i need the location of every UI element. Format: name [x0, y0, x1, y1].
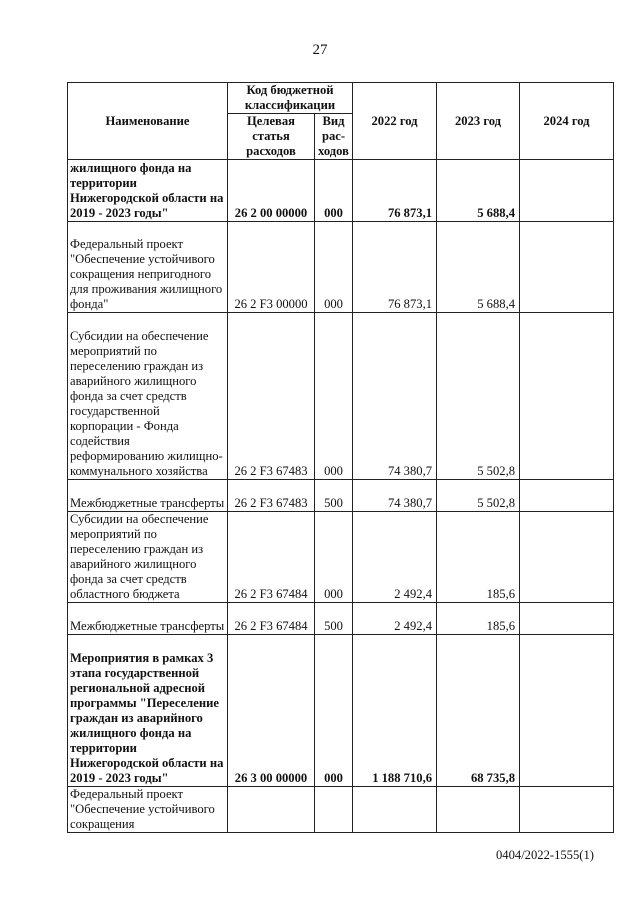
table-row	[68, 512, 614, 603]
row-2023: 5 502,8	[437, 480, 520, 512]
row-2024	[520, 635, 614, 787]
table-row	[68, 160, 614, 222]
header-2024: 2024 год	[520, 83, 614, 160]
header-2023: 2023 год	[437, 83, 520, 160]
row-name: жилищного фонда на территории Нижегородской области на 2019 - 2023 годы"	[68, 160, 228, 222]
header-2022: 2022 год	[353, 83, 437, 160]
row-name: Межбюджетные трансферты	[68, 480, 228, 512]
row-2022: 1 188 710,6	[353, 635, 437, 787]
row-2024	[520, 222, 614, 313]
row-2023: 5 688,4	[437, 160, 520, 222]
row-2024	[520, 787, 614, 833]
header-name: Наименование	[68, 83, 228, 160]
row-code: 26 3 00 00000	[228, 635, 315, 787]
row-2024	[520, 512, 614, 603]
row-2024	[520, 313, 614, 480]
row-code: 26 2 F3 00000	[228, 222, 315, 313]
table-row	[68, 313, 614, 480]
row-vid: 500	[315, 480, 353, 512]
row-2022: 2 492,4	[353, 603, 437, 635]
header-expense-type: Вид рас-ходов	[315, 114, 353, 160]
row-2022	[353, 787, 437, 833]
row-code: 26 2 F3 67483	[228, 480, 315, 512]
row-vid: 000	[315, 512, 353, 603]
row-2022: 76 873,1	[353, 160, 437, 222]
table-row	[68, 635, 614, 787]
row-vid: 000	[315, 313, 353, 480]
row-2023: 185,6	[437, 512, 520, 603]
row-2022: 74 380,7	[353, 313, 437, 480]
row-code: 26 2 F3 67484	[228, 603, 315, 635]
row-2024	[520, 160, 614, 222]
row-name: Субсидии на обеспечение мероприятий по переселению граждан из аварийного жилищного фонда за счет средств государственной корпорации - Фонда содействия реформированию жилищно-коммунального хозяйства	[68, 313, 228, 480]
row-name: Мероприятия в рамках 3 этапа государственной региональной адресной программы "Переселение граждан из аварийного жилищного фонда на территории Нижегородской области на 2019 - 2023 годы"	[68, 635, 228, 787]
row-name: Федеральный проект "Обеспечение устойчивого сокращения непригодного для проживания жилищного фонда"	[68, 222, 228, 313]
row-2022: 2 492,4	[353, 512, 437, 603]
row-name: Межбюджетные трансферты	[68, 603, 228, 635]
header-code-group: Код бюджетной классификации	[228, 83, 353, 114]
table-row	[68, 222, 614, 313]
row-code	[228, 787, 315, 833]
row-2024	[520, 480, 614, 512]
row-vid: 000	[315, 222, 353, 313]
row-2022: 76 873,1	[353, 222, 437, 313]
row-2023: 5 502,8	[437, 313, 520, 480]
table-row	[68, 603, 614, 635]
row-2024	[520, 603, 614, 635]
table-row	[68, 787, 614, 833]
page-number: 27	[312, 42, 328, 58]
row-2023	[437, 787, 520, 833]
row-vid: 000	[315, 160, 353, 222]
row-2023: 68 735,8	[437, 635, 520, 787]
document-id: 0404/2022-1555(1)	[496, 848, 594, 862]
header-target-article: Целевая статья расходов	[228, 114, 315, 160]
row-code: 26 2 F3 67483	[228, 313, 315, 480]
row-vid: 500	[315, 603, 353, 635]
row-2023: 5 688,4	[437, 222, 520, 313]
budget-table	[67, 82, 614, 833]
table-row	[68, 480, 614, 512]
row-vid	[315, 787, 353, 833]
row-2022: 74 380,7	[353, 480, 437, 512]
row-code: 26 2 F3 67484	[228, 512, 315, 603]
row-name: Федеральный проект "Обеспечение устойчивого сокращения	[68, 787, 228, 833]
row-vid: 000	[315, 635, 353, 787]
row-name: Субсидии на обеспечение мероприятий по переселению граждан из аварийного жилищного фонда за счет средств областного бюджета	[68, 512, 228, 603]
row-code: 26 2 00 00000	[228, 160, 315, 222]
row-2023: 185,6	[437, 603, 520, 635]
